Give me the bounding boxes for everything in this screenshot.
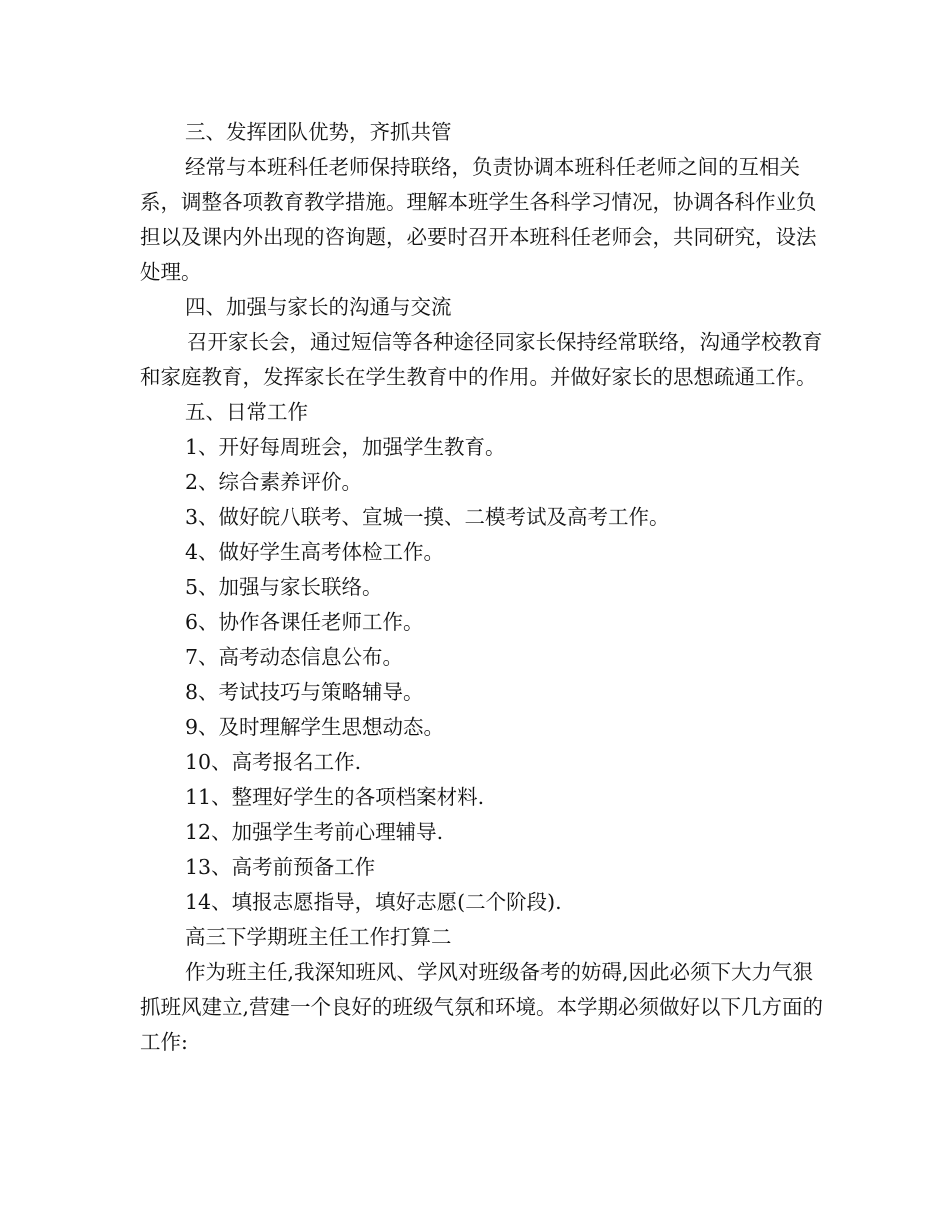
section4-body: 召开家长会，通过短信等各种途径同家长保持经常联络，沟通学校教育和家庭教育，发挥家长在学生教育中的作用。并做好家长的思想疏通工作。 <box>140 330 823 389</box>
section5-heading: 五、日常工作 <box>185 400 308 424</box>
list-item: 9、及时理解学生思想动态。 <box>185 715 445 739</box>
list-item: 2、综合素养评价。 <box>185 470 363 494</box>
list-item: 5、加强与家长联络。 <box>185 575 383 599</box>
list-item: 13、高考前预备工作 <box>185 855 376 879</box>
list-item: 6、协作各课任老师工作。 <box>185 610 424 634</box>
list-item: 7、高考动态信息公布。 <box>185 645 404 669</box>
document-body <box>140 115 830 1060</box>
list-item: 14、填报志愿指导，填好志愿(二个阶段). <box>185 890 562 914</box>
list-item: 4、做好学生高考体检工作。 <box>185 540 445 564</box>
list-item: 12、加强学生考前心理辅导. <box>185 820 444 844</box>
section4-heading: 四、加强与家长的沟通与交流 <box>185 295 452 319</box>
section3-body: 经常与本班科任老师保持联络，负责协调本班科任老师之间的互相关系，调整各项教育教学措施。理解本班学生各科学习情况，协调各科作业负担以及课内外出现的咨询题，必要时召开本班科任老师会，共同研究，设法处理。 <box>140 155 817 284</box>
list-item: 11、整理好学生的各项档案材料. <box>185 785 485 809</box>
section3-heading: 三、发挥团队优势，齐抓共管 <box>185 120 452 144</box>
list-item: 3、做好皖八联考、宣城一摸、二模考试及高考工作。 <box>185 505 670 529</box>
part2-title: 高三下学期班主任工作打算二 <box>185 925 452 949</box>
list-item: 1、开好每周班会，加强学生教育。 <box>185 435 506 459</box>
list-item: 8、考试技巧与策略辅导。 <box>185 680 424 704</box>
list-item: 10、高考报名工作. <box>185 750 362 774</box>
part2-body: 作为班主任,我深知班风、学风对班级备考的妨碍,因此必须下大力气狠抓班风建立,营建一个良好的班级气氛和环境。本学期必须做好以下几方面的工作: <box>140 960 824 1054</box>
